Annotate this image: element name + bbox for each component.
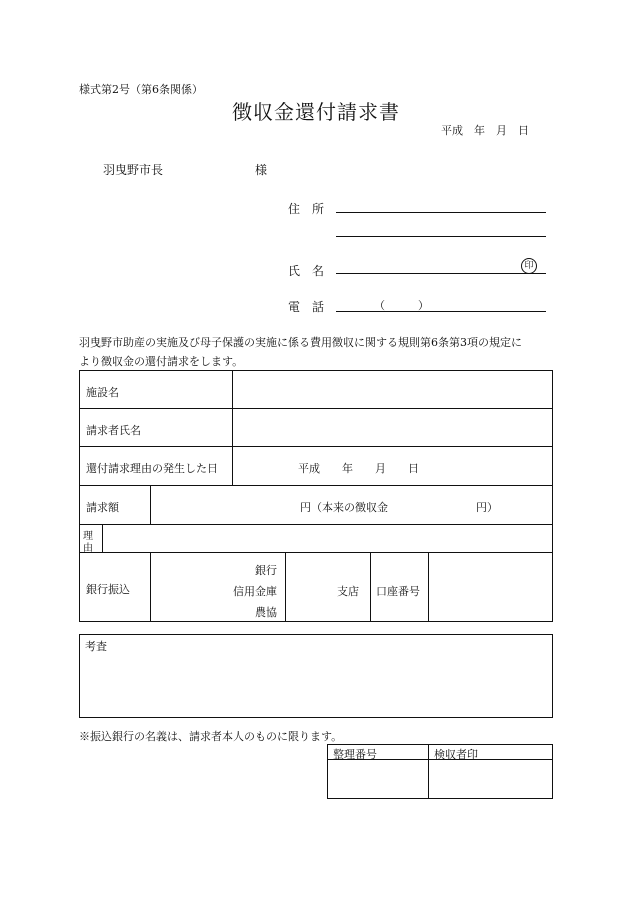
reason-label-2: 由	[83, 543, 93, 554]
addressee-honorific: 様	[255, 163, 268, 177]
account-label-cell	[370, 552, 429, 622]
statement-line-1: 羽曳野市助産の実施及び母子保護の実施に係る費用徴収に関する規則第6条第3項の規定に	[79, 336, 522, 349]
facility-input[interactable]	[232, 370, 553, 409]
branch-label: 支店	[337, 585, 359, 598]
bank-type-2: 信用金庫	[233, 585, 277, 598]
bank-label-cell	[79, 552, 151, 622]
account-label: 口座番号	[376, 585, 420, 598]
reason-date-label: 還付請求理由の発生した日	[86, 462, 218, 475]
phone-label: 電 話	[288, 300, 325, 314]
bank-name-input[interactable]	[150, 552, 286, 622]
addressee-name: 羽曳野市長	[103, 163, 164, 177]
inspector-seal-input[interactable]	[428, 759, 553, 799]
phone-template: （ ）	[374, 299, 429, 312]
phone-field-line[interactable]	[336, 311, 546, 312]
name-field-line[interactable]	[336, 273, 546, 274]
seal-icon: 印	[521, 258, 537, 274]
ref-number-input[interactable]	[327, 759, 429, 799]
claimant-input[interactable]	[232, 408, 553, 447]
address-field-line-1[interactable]	[336, 212, 546, 213]
name-label: 氏 名	[288, 264, 325, 278]
amount-input[interactable]	[150, 485, 553, 525]
form-number: 様式第2号（第6条関係）	[79, 83, 203, 96]
claimant-label: 請求者氏名	[86, 424, 141, 437]
bank-type-3: 農協	[255, 606, 277, 619]
ref-label-cell	[327, 744, 429, 760]
note-text: ※振込銀行の名義は、請求者本人のものに限ります。	[79, 730, 343, 743]
bank-label: 銀行振込	[86, 583, 130, 596]
seal-label-cell	[428, 744, 553, 760]
claimant-label-cell	[79, 408, 233, 447]
amount-label-cell	[79, 485, 151, 525]
address-label: 住 所	[288, 202, 325, 216]
account-number-input[interactable]	[428, 552, 553, 622]
statement-line-2: より徴収金の還付請求をします。	[79, 355, 244, 368]
date-line: 平成 年 月 日	[441, 124, 529, 137]
review-box[interactable]	[79, 634, 553, 718]
bank-type-1: 銀行	[255, 564, 277, 577]
reason-input[interactable]	[102, 524, 553, 553]
reason-label-1: 理	[83, 531, 93, 542]
reason-date-input[interactable]	[232, 446, 553, 486]
amount-value: 円（本来の徴収金 円）	[300, 501, 498, 514]
ref-label: 整理番号	[333, 748, 377, 761]
reason-date-value: 平成 年 月 日	[298, 462, 419, 475]
review-label: 考査	[85, 640, 107, 653]
page-title: 徴収金還付請求書	[232, 100, 400, 124]
amount-label: 請求額	[86, 501, 119, 514]
facility-label-cell	[79, 370, 233, 409]
facility-label: 施設名	[86, 386, 119, 399]
reason-label-cell	[79, 524, 103, 553]
inspector-seal-label: 検収者印	[434, 748, 478, 761]
reason-date-label-cell	[79, 446, 233, 486]
address-field-line-2[interactable]	[336, 236, 546, 237]
branch-input[interactable]	[285, 552, 371, 622]
